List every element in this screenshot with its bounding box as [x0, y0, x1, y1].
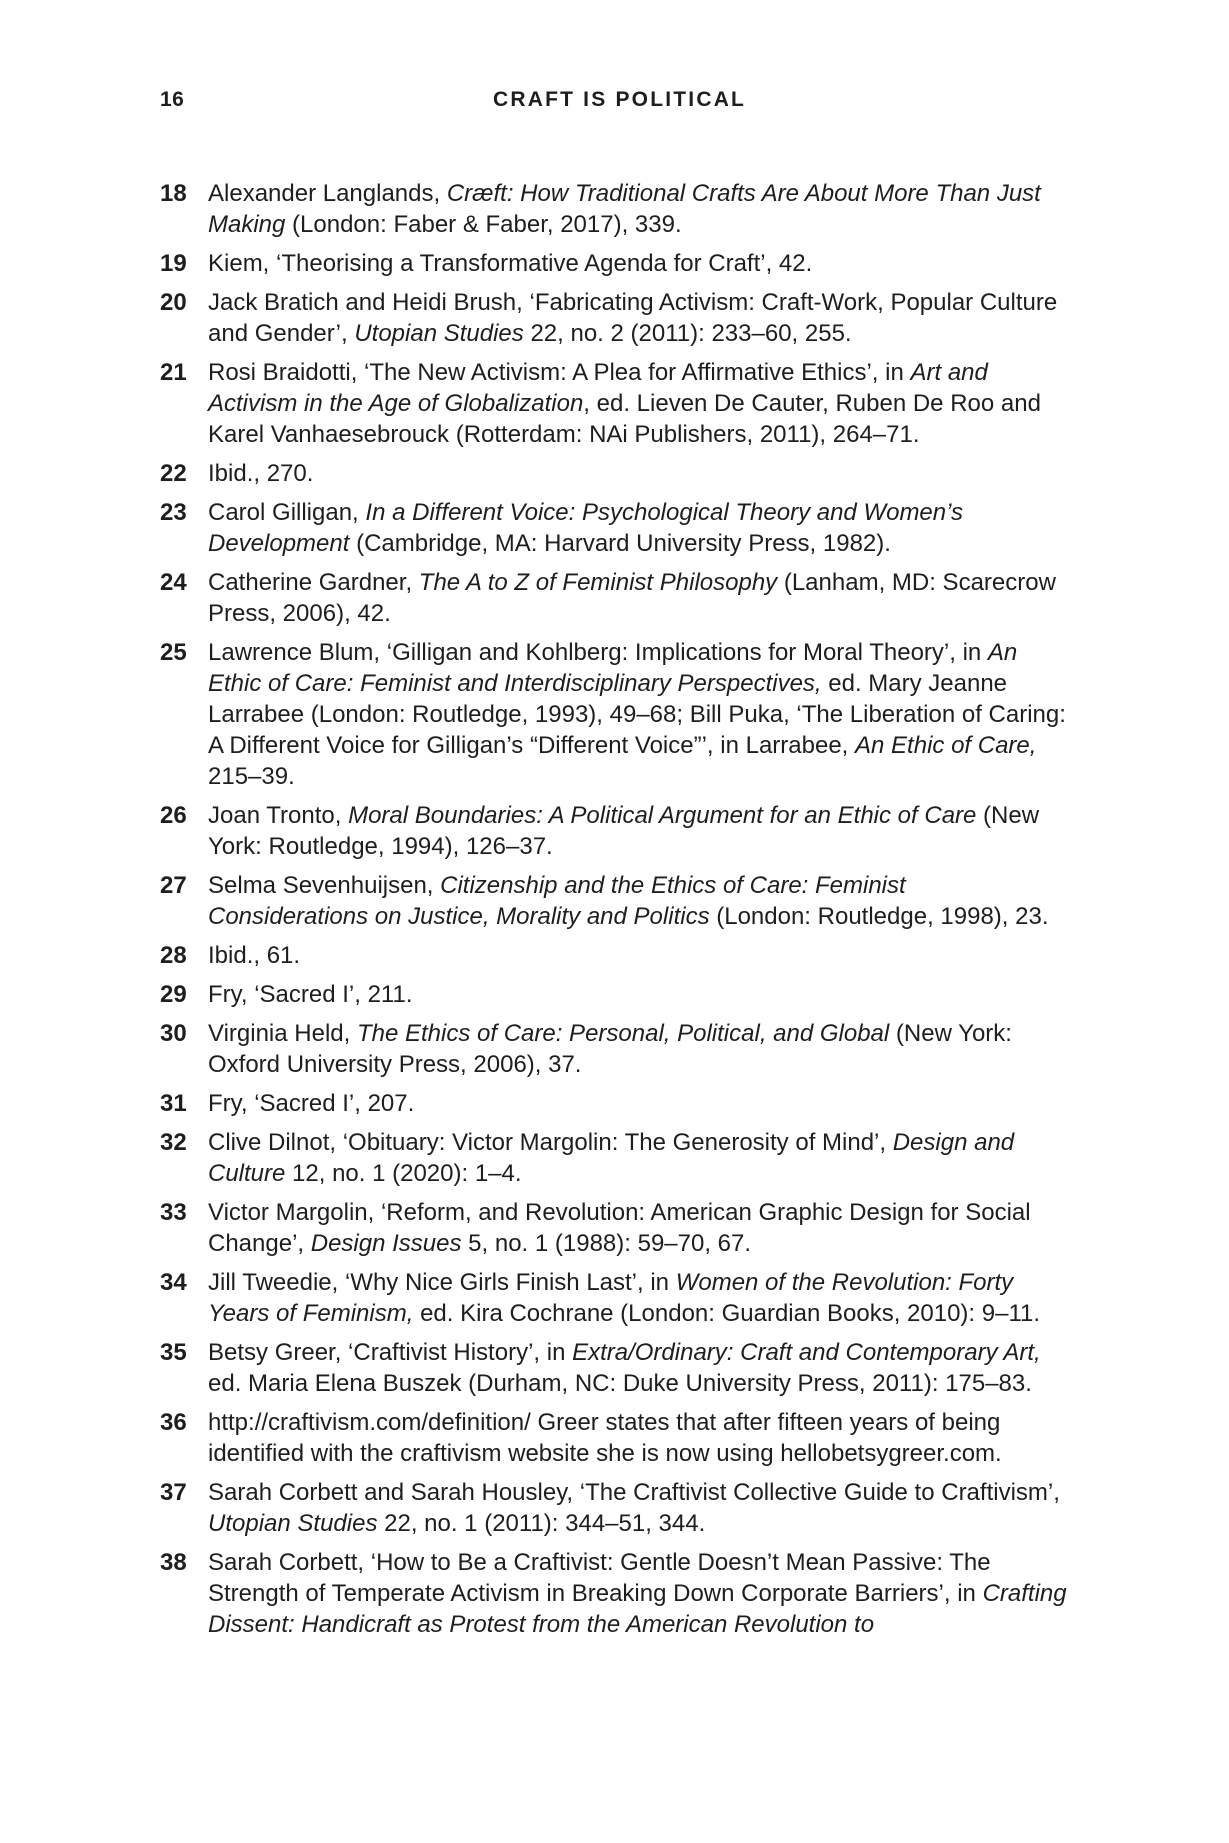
endnote — [160, 458, 1070, 489]
endnote-text — [208, 458, 1070, 489]
endnote-title-italic: The A to Z of Feminist Philosophy — [418, 569, 778, 596]
endnote-title-italic: Cræft: How Traditional Crafts Are About More Than Just Making — [208, 180, 1041, 238]
endnote-number: 30 — [160, 1020, 187, 1047]
endnote-text — [208, 800, 1070, 862]
endnote-text — [208, 357, 1070, 450]
endnote-segment: Joan Tronto, — [208, 802, 349, 829]
endnotes-list — [160, 178, 1070, 1648]
endnote-text — [208, 870, 1070, 932]
endnote-segment: Kiem, ‘Theorising a Transformative Agenda for Craft’, 42. — [208, 250, 813, 277]
endnote-title-italic: Crafting Dissent: Handicraft as Protest from the American Revolution to — [208, 1580, 1067, 1638]
endnote-text — [208, 1088, 1070, 1119]
endnote-title-italic: Utopian Studies — [354, 320, 524, 347]
endnote-title-italic: An Ethic of Care, — [855, 732, 1037, 759]
endnote-number: 33 — [160, 1199, 187, 1226]
endnote-segment: Alexander Langlands, — [208, 180, 447, 207]
endnote-segment: (London: Routledge, 1998), 23. — [709, 903, 1049, 930]
endnote-number: 34 — [160, 1269, 187, 1296]
endnote-segment: Jack Bratich and Heidi Brush, ‘Fabricating Activism: Craft-Work, Popular Culture and Gender’, — [208, 289, 1058, 347]
endnote-segment: 22, no. 1 (2011): 344–51, 344. — [377, 1510, 706, 1537]
endnote-segment: Virginia Held, — [208, 1020, 357, 1047]
endnote-number: 20 — [160, 289, 187, 316]
endnote-text — [208, 178, 1070, 240]
endnote-number: 38 — [160, 1549, 187, 1576]
endnote-number: 26 — [160, 802, 187, 829]
endnote-text — [208, 1197, 1070, 1259]
endnote-segment: http://craftivism.com/definition/ Greer states that after fifteen years of being identified with the craftivism website she is now using hellobetsygreer.com. — [208, 1409, 1002, 1467]
endnote-number: 23 — [160, 499, 187, 526]
endnote — [160, 248, 1070, 279]
endnote-segment: (London: Faber & Faber, 2017), 339. — [285, 211, 682, 238]
endnote-segment: (New York: Routledge, 1994), 126–37. — [208, 802, 1040, 860]
endnote-segment: 5, no. 1 (1988): 59–70, 67. — [461, 1230, 752, 1257]
endnote-segment: Ibid., 61. — [208, 942, 301, 969]
endnote — [160, 940, 1070, 971]
endnote — [160, 1018, 1070, 1080]
endnote-number: 32 — [160, 1129, 187, 1156]
endnote — [160, 637, 1070, 792]
endnote-text — [208, 1267, 1070, 1329]
endnote — [160, 1337, 1070, 1399]
endnote — [160, 567, 1070, 629]
endnote-number: 27 — [160, 872, 187, 899]
endnote — [160, 979, 1070, 1010]
endnote-text — [208, 497, 1070, 559]
endnote-text — [208, 979, 1070, 1010]
page-number: 16 — [160, 88, 185, 111]
endnote — [160, 1477, 1070, 1539]
endnote-title-italic: In a Different Voice: Psychological Theory and Women’s Development — [208, 499, 964, 557]
endnote-segment: 12, no. 1 (2020): 1–4. — [285, 1160, 522, 1187]
endnote-segment: ed. Maria Elena Buszek (Durham, NC: Duke University Press, 2011): 175–83. — [208, 1370, 1032, 1397]
endnote-number: 36 — [160, 1409, 187, 1436]
endnote-text — [208, 1127, 1070, 1189]
endnote-segment: Betsy Greer, ‘Craftivist History’, in — [208, 1339, 573, 1366]
endnote-text — [208, 1337, 1070, 1399]
endnote-segment: 22, no. 2 (2011): 233–60, 255. — [523, 320, 852, 347]
endnote-segment: Sarah Corbett and Sarah Housley, ‘The Craftivist Collective Guide to Craftivism’, — [208, 1479, 1060, 1506]
endnote-title-italic: An Ethic of Care: Feminist and Interdisciplinary Perspectives, — [208, 639, 1018, 697]
endnote-segment: Lawrence Blum, ‘Gilligan and Kohlberg: Implications for Moral Theory’, in — [208, 639, 988, 666]
endnote-text — [208, 1018, 1070, 1080]
endnote-segment: Jill Tweedie, ‘Why Nice Girls Finish Last’, in — [208, 1269, 676, 1296]
endnote-number: 37 — [160, 1479, 187, 1506]
endnote-title-italic: Design Issues — [310, 1230, 462, 1257]
endnote-segment: Clive Dilnot, ‘Obituary: Victor Margolin: The Generosity of Mind’, — [208, 1129, 893, 1156]
endnote-segment: ed. Mary Jeanne Larrabee (London: Routledge, 1993), 49–68; Bill Puka, ‘The Liberation of Caring: A Different Voice for Gilligan’s “Different Voice”’, in Larrabee, — [208, 670, 1066, 759]
endnote-number: 31 — [160, 1090, 187, 1117]
endnote-segment: (Lanham, MD: Scarecrow Press, 2006), 42. — [208, 569, 1056, 627]
endnote-segment: Rosi Braidotti, ‘The New Activism: A Plea for Affirmative Ethics’, in — [208, 359, 911, 386]
endnote — [160, 287, 1070, 349]
endnote-segment: (New York: Oxford University Press, 2006), 37. — [208, 1020, 1012, 1078]
endnote-text — [208, 1407, 1070, 1469]
endnote-segment: 215–39. — [208, 763, 295, 790]
endnote-text — [208, 1547, 1070, 1640]
endnote-title-italic: Extra/Ordinary: Craft and Contemporary Art, — [572, 1339, 1041, 1366]
endnote-text — [208, 1477, 1070, 1539]
endnote-text — [208, 287, 1070, 349]
endnote — [160, 357, 1070, 450]
endnote-number: 22 — [160, 460, 187, 487]
endnote-title-italic: Art and Activism in the Age of Globalization — [208, 359, 988, 417]
running-head — [160, 88, 1060, 118]
endnote-text — [208, 940, 1070, 971]
endnote-text — [208, 567, 1070, 629]
endnote-number: 29 — [160, 981, 187, 1008]
endnote-text — [208, 248, 1070, 279]
endnote-segment: Sarah Corbett, ‘How to Be a Craftivist: Gentle Doesn’t Mean Passive: The Strength of Temperate Activism in Breaking Down Corporate Barriers’, in — [208, 1549, 991, 1607]
endnote-segment: Victor Margolin, ‘Reform, and Revolution: American Graphic Design for Social Change’, — [208, 1199, 1031, 1257]
endnote — [160, 178, 1070, 240]
endnote-title-italic: The Ethics of Care: Personal, Political, and Global — [356, 1020, 890, 1047]
endnote-segment: ed. Kira Cochrane (London: Guardian Books, 2010): 9–11. — [413, 1300, 1041, 1327]
endnote — [160, 800, 1070, 862]
endnote-number: 25 — [160, 639, 187, 666]
endnote — [160, 497, 1070, 559]
running-head-title: CRAFT IS POLITICAL — [493, 88, 747, 111]
endnote-segment: Fry, ‘Sacred I’, 207. — [208, 1090, 415, 1117]
endnote — [160, 870, 1070, 932]
endnote — [160, 1127, 1070, 1189]
endnote-segment: Ibid., 270. — [208, 460, 314, 487]
endnote-number: 28 — [160, 942, 187, 969]
endnote-text — [208, 637, 1070, 792]
endnote — [160, 1547, 1070, 1640]
endnote-title-italic: Design and Culture — [208, 1129, 1015, 1187]
endnote-segment: Selma Sevenhuijsen, — [208, 872, 441, 899]
endnote-title-italic: Women of the Revolution: Forty Years of Feminism, — [208, 1269, 1014, 1327]
endnote-number: 21 — [160, 359, 187, 386]
endnote-title-italic: Citizenship and the Ethics of Care: Feminist Considerations on Justice, Morality and Politics — [208, 872, 906, 930]
endnote-number: 35 — [160, 1339, 187, 1366]
endnote-title-italic: Moral Boundaries: A Political Argument for an Ethic of Care — [348, 802, 977, 829]
endnote-number: 19 — [160, 250, 187, 277]
endnote-title-italic: Utopian Studies — [208, 1510, 378, 1537]
endnote-segment: (Cambridge, MA: Harvard University Press, 1982). — [349, 530, 891, 557]
endnote-segment: Carol Gilligan, — [208, 499, 366, 526]
endnote-number: 18 — [160, 180, 187, 207]
endnote — [160, 1407, 1070, 1469]
endnote-segment: , ed. Lieven De Cauter, Ruben De Roo and Karel Vanhaesebrouck (Rotterdam: NAi Publishers, 2011), 264–71. — [208, 390, 1041, 448]
endnote — [160, 1197, 1070, 1259]
endnote — [160, 1088, 1070, 1119]
endnote-segment: Catherine Gardner, — [208, 569, 419, 596]
endnote-segment: Fry, ‘Sacred I’, 211. — [208, 981, 413, 1008]
endnote-number: 24 — [160, 569, 187, 596]
endnote — [160, 1267, 1070, 1329]
